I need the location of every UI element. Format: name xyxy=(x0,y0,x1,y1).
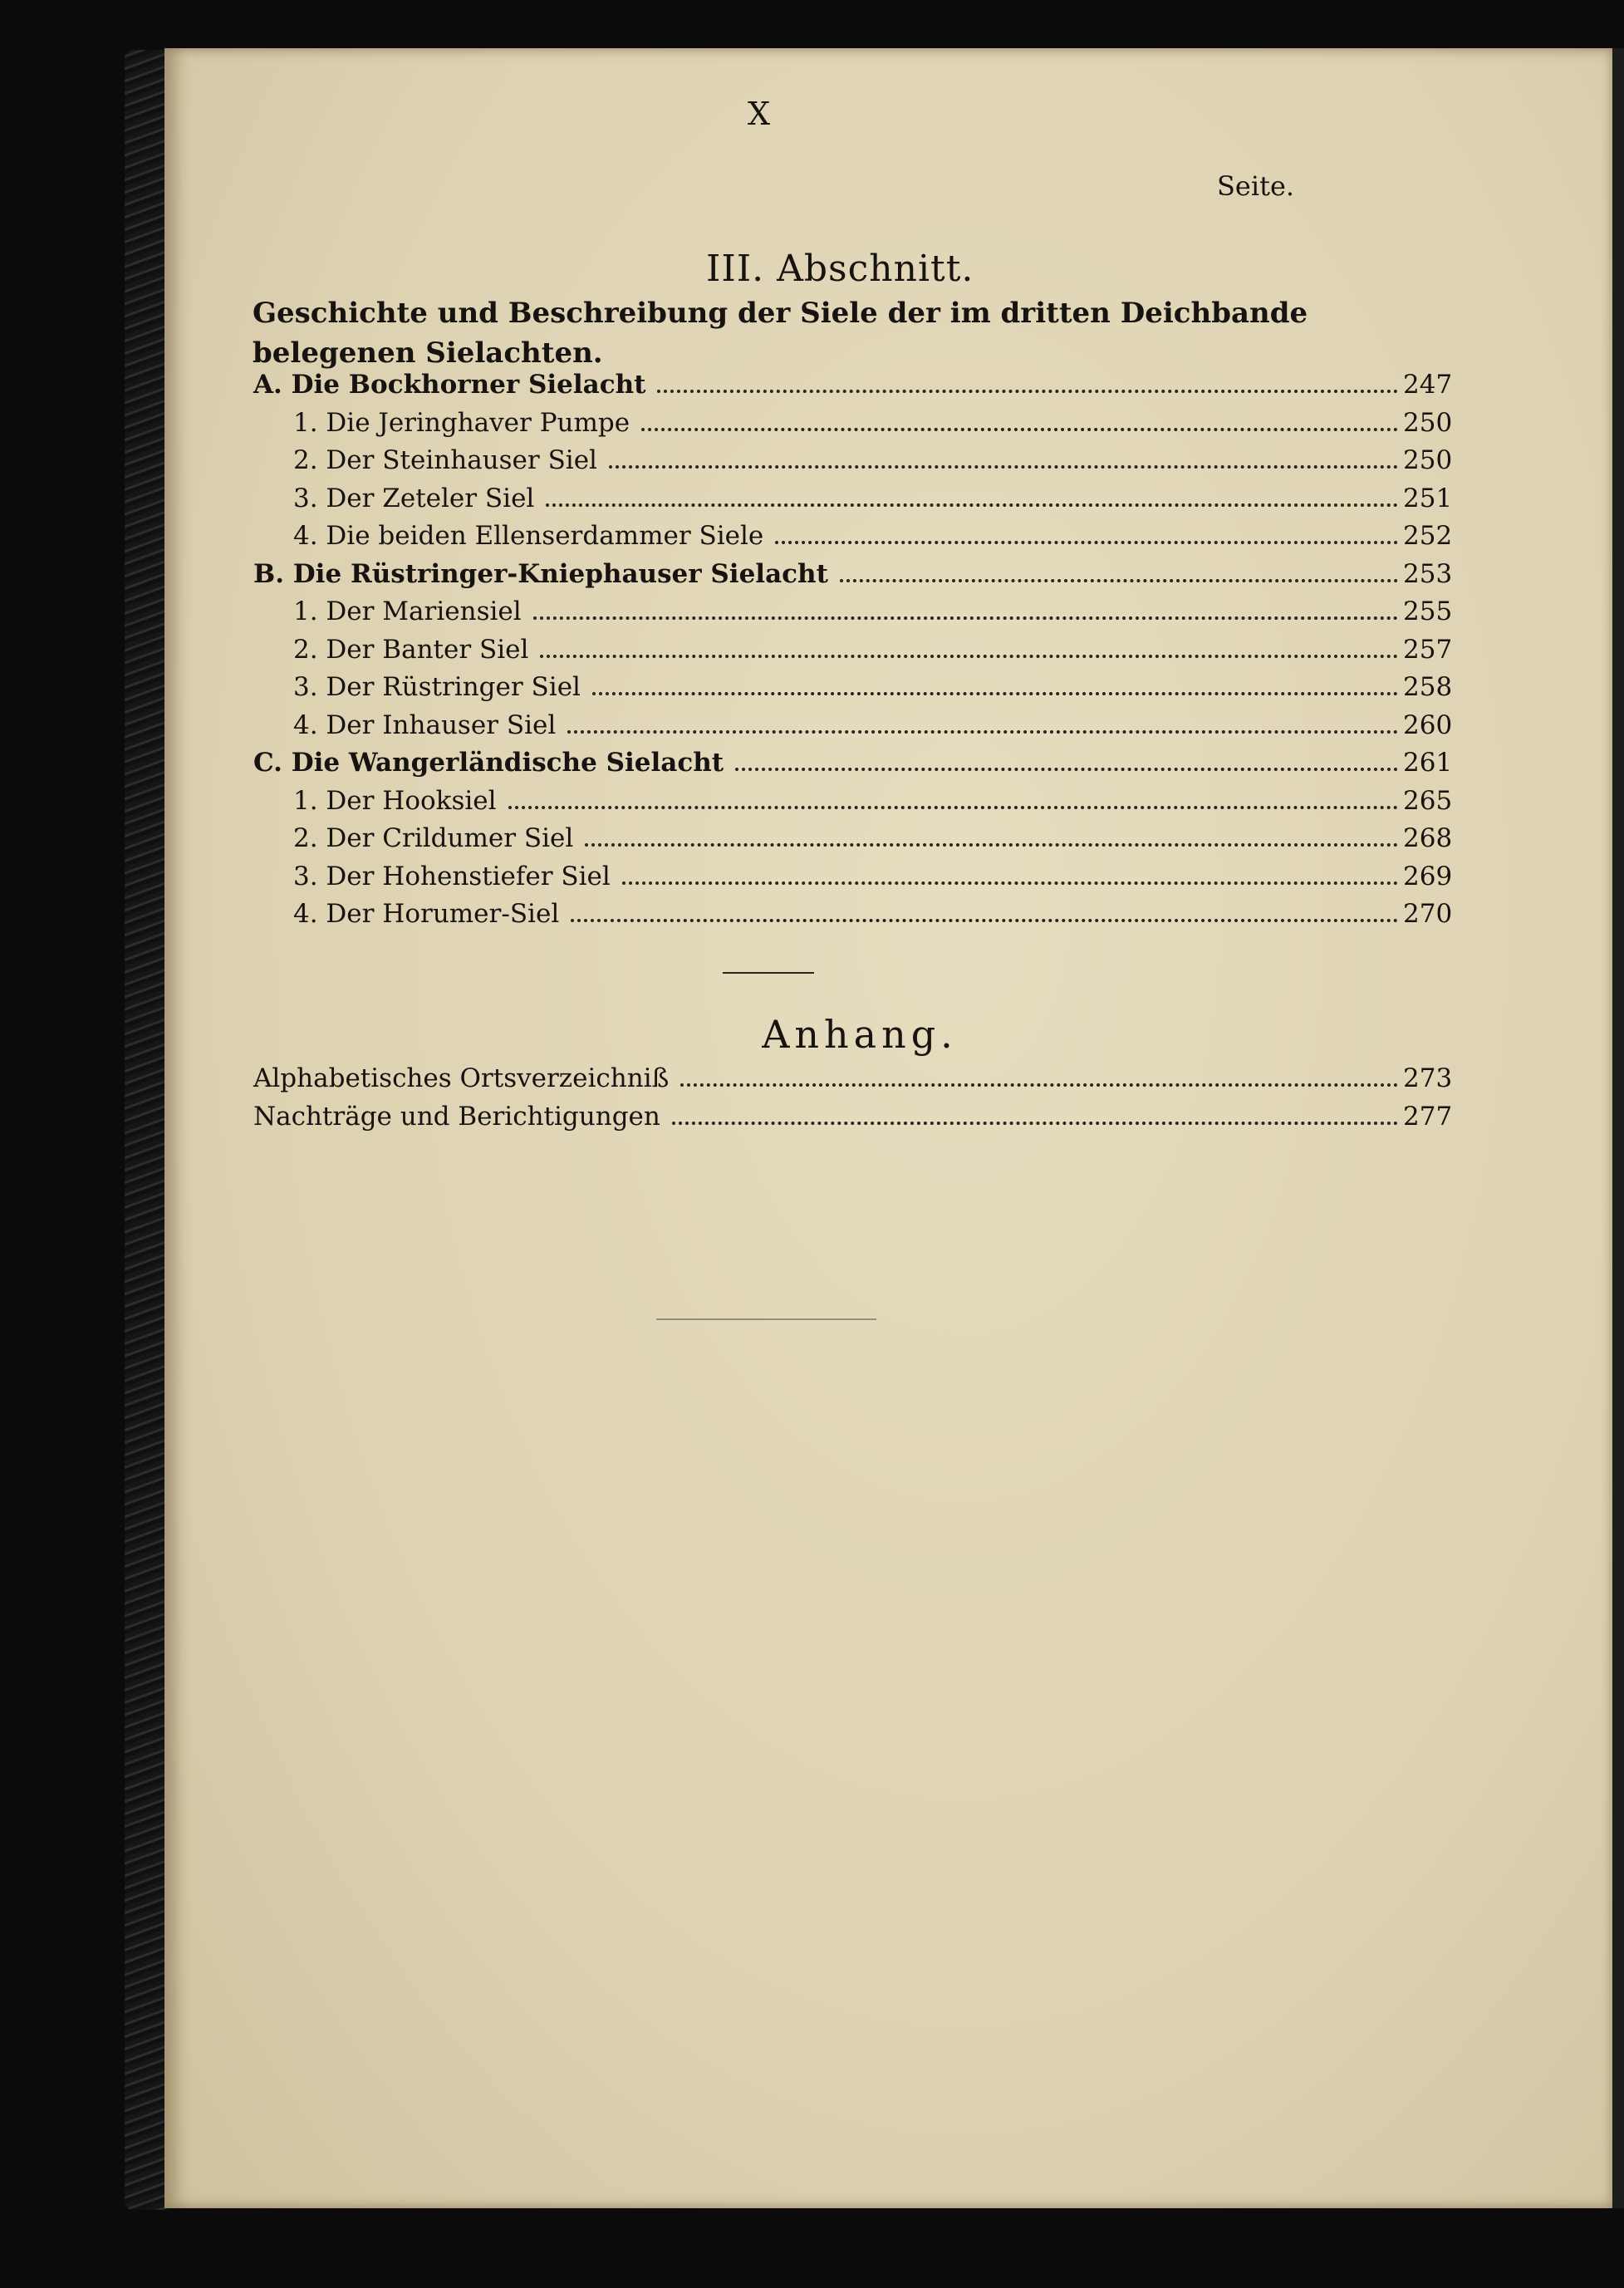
toc-entry xyxy=(253,1063,1453,1097)
toc-entry-label: Nachträge und Berichtigungen xyxy=(253,1101,660,1132)
toc-entry-page: 253 xyxy=(1403,558,1453,589)
toc-entry-label: A. Die Bockhorner Sielacht xyxy=(253,370,646,400)
toc-entry-page: 247 xyxy=(1403,370,1453,400)
toc-entry-label: 3. Der Zeteler Siel xyxy=(293,483,535,513)
toc-entry-page: 260 xyxy=(1403,709,1453,740)
toc-entry-page: 258 xyxy=(1403,672,1453,702)
toc-entry-label: C. Die Wangerländische Sielacht xyxy=(253,748,724,778)
toc-entry-page: 269 xyxy=(1403,861,1453,891)
toc-entry-label: 1. Der Mariensiel xyxy=(293,597,522,626)
appendix-title: Anhang. xyxy=(762,1012,958,1057)
toc-entry-label: 3. Der Hohenstiefer Siel xyxy=(293,861,611,891)
toc-entry-page: 270 xyxy=(1403,899,1453,929)
toc-entry-label: 3. Der Rüstringer Siel xyxy=(293,672,581,702)
toc-entry-page: 250 xyxy=(1403,407,1453,438)
toc-entry-page: 251 xyxy=(1403,483,1453,513)
toc-entry-page: 273 xyxy=(1403,1063,1453,1093)
toc-entry-label: 1. Der Hooksiel xyxy=(293,785,497,816)
toc-entry-label: 2. Der Banter Siel xyxy=(293,634,529,665)
toc-entry-label: 4. Der Horumer-Siel xyxy=(293,899,560,929)
end-rule xyxy=(656,1318,876,1320)
toc-entry xyxy=(253,1101,1453,1135)
section-subtitle: Geschichte und Beschreibung der Siele der im dritten Deichbande belegenen Sielachten. xyxy=(253,297,1308,370)
leader-dots xyxy=(680,1083,1398,1087)
toc-entry-label: 4. Der Inhauser Siel xyxy=(293,709,557,740)
toc-entry-label: 2. Der Steinhauser Siel xyxy=(293,445,597,475)
toc-entry-label: Alphabetisches Ortsverzeichniß xyxy=(253,1063,670,1093)
toc-entry-page: 265 xyxy=(1403,785,1453,816)
toc-entry-page: 277 xyxy=(1403,1101,1453,1132)
toc-entry-page: 252 xyxy=(1403,521,1453,551)
toc-entry-page: 257 xyxy=(1403,634,1453,665)
section-title: III. Abschnitt. xyxy=(706,248,974,290)
toc-entry-label: 1. Die Jeringhaver Pumpe xyxy=(293,407,630,438)
page-column-header: Seite. xyxy=(1217,170,1295,202)
toc-entry-page: 261 xyxy=(1403,748,1453,778)
page-number: X xyxy=(748,96,771,132)
leader-dots xyxy=(672,1121,1398,1125)
toc-entry-page: 250 xyxy=(1403,445,1453,475)
toc-entry-label: 2. Der Crildumer Siel xyxy=(293,823,574,853)
toc-entry-label: 4. Die beiden Ellenserdammer Siele xyxy=(293,521,764,551)
toc-entry-label: B. Die Rüstringer-Kniephauser Sielacht xyxy=(253,558,828,589)
toc-entry-page: 268 xyxy=(1403,823,1453,853)
toc-entry-page: 255 xyxy=(1403,597,1453,626)
